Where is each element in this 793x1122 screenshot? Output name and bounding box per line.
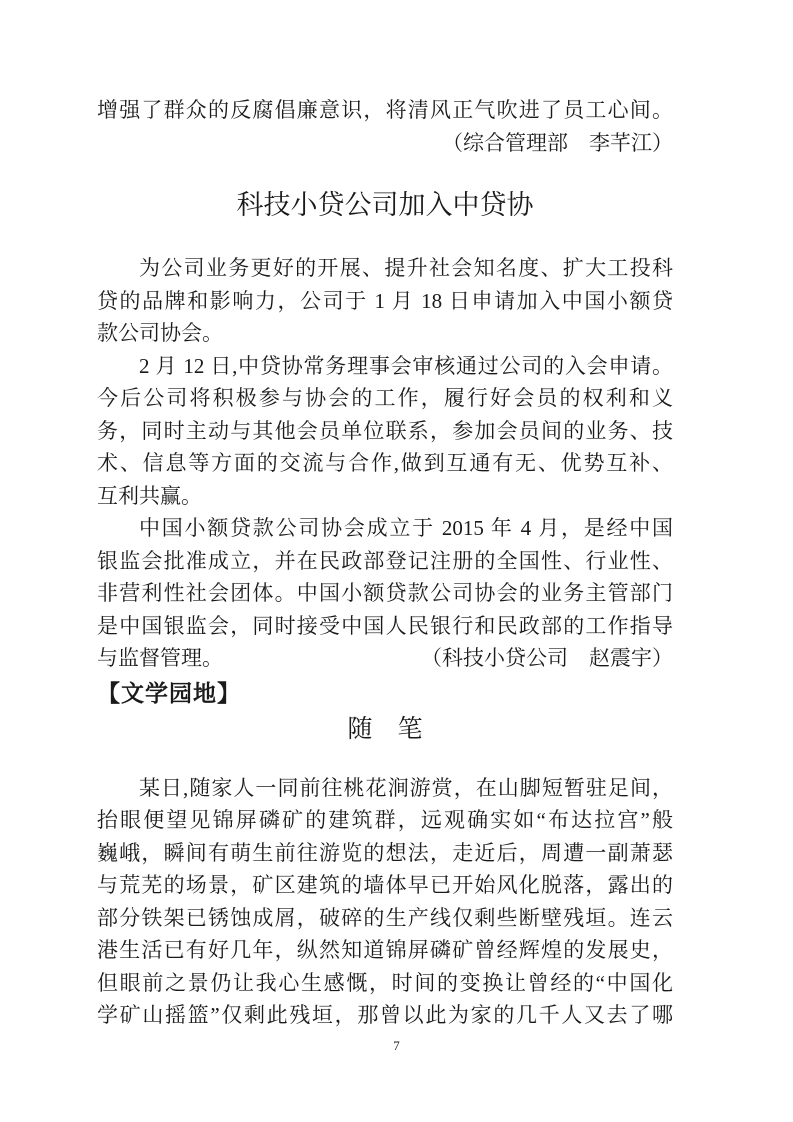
loan-article bbox=[97, 185, 673, 675]
text-line: 2 月 12 日,中贷协常务理事会审核通过公司的入会申请。 bbox=[139, 353, 673, 378]
text-line: 抬眼便望见锦屏磷矿的建筑群，远观确实如“布达拉宫”般 bbox=[97, 808, 673, 832]
text-line: 但眼前之景仍让我心生感慨，时间的变换让曾经的“中国化 bbox=[97, 970, 673, 995]
text-line: 今后公司将积极参与协会的工作，履行好会员的权利和义 bbox=[97, 386, 673, 410]
text-line: 银监会批准成立，并在民政部登记注册的全国性、行业性、 bbox=[97, 548, 673, 573]
page-footer bbox=[0, 1036, 793, 1056]
page-content bbox=[97, 94, 673, 1032]
text-line: 某日,随家人一同前往桃花涧游赏，在山脚短暂驻足间， bbox=[139, 775, 673, 800]
text-line: 中国小额贷款公司协会成立于 2015 年 4 月，是经中国 bbox=[139, 516, 673, 540]
page-number: 7 bbox=[393, 1038, 400, 1053]
text-line: 港生活已有好几年，纵然知道锦屏磷矿曾经辉煌的发展史， bbox=[97, 938, 673, 962]
text-line: 与荒芜的场景，矿区建筑的墙体早已开始风化脱落，露出的 bbox=[97, 873, 673, 897]
prev-article-ending bbox=[97, 94, 673, 159]
loan-article-paragraph-1 bbox=[97, 252, 673, 350]
prev-article-byline: （综合管理部 李芊江） bbox=[442, 130, 673, 155]
text-line: 非营利性社会团体。中国小额贷款公司协会的业务主管部门 bbox=[97, 581, 673, 605]
text-line: 部分铁架已锈蚀成屑，破碎的生产线仅剩些断壁残垣。连云 bbox=[97, 905, 673, 930]
text-line: 务，同时主动与其他会员单位联系，参加会员间的业务、技 bbox=[97, 418, 673, 443]
text-line: 术、信息等方面的交流与合作,做到互通有无、优势互补、 bbox=[97, 451, 673, 475]
closing-text: 与监督管理。 bbox=[97, 646, 223, 670]
loan-article-paragraph-3 bbox=[97, 512, 673, 675]
closing-text-line: 增强了群众的反腐倡廉意识，将清风正气吹进了员工心间。 bbox=[97, 98, 673, 122]
text-line: 是中国银监会，同时接受中国人民银行和民政部的工作指导 bbox=[97, 613, 673, 638]
closing-and-byline-line bbox=[97, 642, 673, 675]
text-line: 学矿山摇篮”仅剩此残垣，那曾以此为家的几千人又去了哪 bbox=[97, 1003, 673, 1027]
text-line: 款公司协会。 bbox=[97, 321, 223, 345]
text-line: 巍峨，瞬间有萌生前往游览的想法，走近后，周遭一副萧瑟 bbox=[97, 840, 673, 865]
section-label: 【文学园地】 bbox=[97, 680, 241, 706]
loan-article-paragraph-2 bbox=[97, 350, 673, 513]
essay-title: 随 笔 bbox=[347, 714, 423, 743]
literature-section bbox=[97, 679, 673, 1032]
essay-paragraph bbox=[97, 772, 673, 1032]
text-line: 为公司业务更好的开展、提升社会知名度、扩大工投科 bbox=[139, 256, 673, 280]
loan-article-byline: （科技小贷公司 赵震宇） bbox=[421, 646, 673, 670]
text-line: 贷的品牌和影响力，公司于 1 月 18 日申请加入中国小额贷 bbox=[97, 288, 673, 313]
text-line: 互利共赢。 bbox=[97, 483, 202, 508]
article-title: 科技小贷公司加入中贷协 bbox=[236, 190, 534, 220]
